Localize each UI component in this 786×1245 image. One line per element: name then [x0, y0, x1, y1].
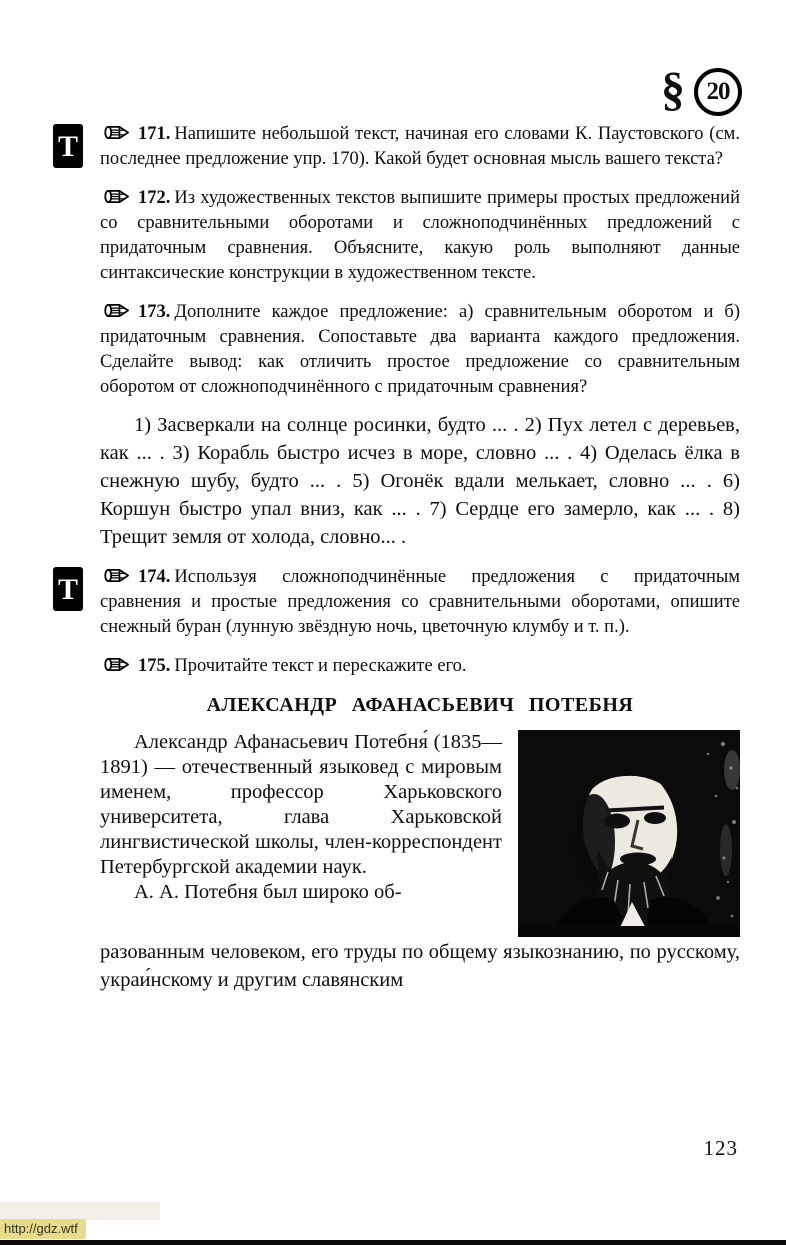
- speech-development-marker-icon: Т: [53, 567, 83, 611]
- exercise-text: Напишите небольшой текст, начиная его словами К. Паустовского (см. последнее предложение упр. 170). Какой будет основная мысль вашего текста?: [100, 124, 740, 169]
- section-symbol: §: [661, 63, 685, 116]
- exercise-bullet-icon: [100, 657, 133, 672]
- exercise-number: 173.: [138, 302, 171, 322]
- exercise-paragraph: [100, 122, 740, 172]
- exercise-172: [100, 186, 740, 286]
- exercise-174: [57, 565, 740, 640]
- exercise-173: [100, 300, 740, 400]
- exercise-171: [57, 122, 740, 172]
- exercise-number: 174.: [138, 567, 171, 587]
- exercise-bullet-icon: [100, 568, 133, 583]
- page-content: [57, 0, 740, 994]
- exercise-text: Используя сложноподчинённые предложения с придаточным сравнения и простые предложения со сравнительными оборотами, опишите снежный буран (лунную звёздную ночь, цветочную клумбу и т. п.).: [100, 567, 740, 637]
- section-number-circle: 20: [694, 68, 742, 116]
- exercise-number: 175.: [138, 656, 171, 676]
- exercise-173-sentences: 1) Засверкали на солнце росинки, будто ... . 2) Пух летел с деревьев, как ... . 3) Корабль быстро исчез в море, словно ... . 4) Оделась ёлка в снежную шубу, будто ... . 5) Огонёк вдали мелькает, словно ... . 6) Коршун быстро упал вниз, как ... . 7) Сердце его замерло, как ... . 8) Трещит земля от холода, словно... .: [100, 414, 740, 548]
- exercise-number: 171.: [138, 124, 171, 144]
- exercise-bullet-icon: [100, 125, 133, 140]
- page-number: 123: [703, 1136, 738, 1160]
- scan-shadow: [0, 1202, 160, 1220]
- exercise-paragraph: [100, 300, 740, 400]
- watermark-link: http://gdz.wtf: [0, 1219, 86, 1239]
- biography-paragraph-1: Александр Афанасьевич Потебня́ (1835—1891) — отечественный языковед с мировым именем, профессор Харьковского университета, глава Харьковской лингвистической школы, член-корреспондент Петербургской академии наук.: [100, 731, 502, 878]
- exercise-text: Прочитайте текст и перескажите его.: [174, 656, 467, 676]
- biography-section: [100, 730, 740, 937]
- scan-edge-bar: [0, 1240, 786, 1245]
- exercise-175: [100, 654, 740, 679]
- portrait-photo-image: [518, 730, 740, 937]
- exercise-number: 172.: [138, 188, 171, 208]
- biography-column: [100, 730, 502, 937]
- exercise-paragraph: [100, 565, 740, 640]
- biography-paragraph-2-rest: разованным человеком, его труды по общему языкознанию, по русскому, украи́нскому и другим славянским: [100, 941, 740, 991]
- biography-paragraph-2-start: А. А. Потебня был широко об-: [134, 881, 402, 903]
- exercise-bullet-icon: [100, 303, 133, 318]
- speech-development-marker-icon: Т: [53, 124, 83, 168]
- article-title: АЛЕКСАНДР АФАНАСЬЕВИЧ ПОТЕБНЯ: [206, 694, 634, 716]
- exercise-text: Дополните каждое предложение: а) сравнительным оборотом и б) придаточным сравнения. Сопоставьте два варианта каждого предложения. Сделайте вывод: как отличить простое предложение со сравнительным оборотом от сложноподчинённого с придаточным сравнения?: [100, 302, 740, 397]
- exercise-paragraph: [100, 186, 740, 286]
- exercise-text: Из художественных текстов выпишите примеры простых предложений со сравнительными оборотами и сложноподчинённых предложений с придаточным сравнения. Объясните, какую роль выполняют данные синтаксические конструкции в художественном тексте.: [100, 188, 740, 283]
- exercise-paragraph: [100, 654, 740, 679]
- potebnya-portrait: [518, 730, 740, 937]
- exercise-bullet-icon: [100, 189, 133, 204]
